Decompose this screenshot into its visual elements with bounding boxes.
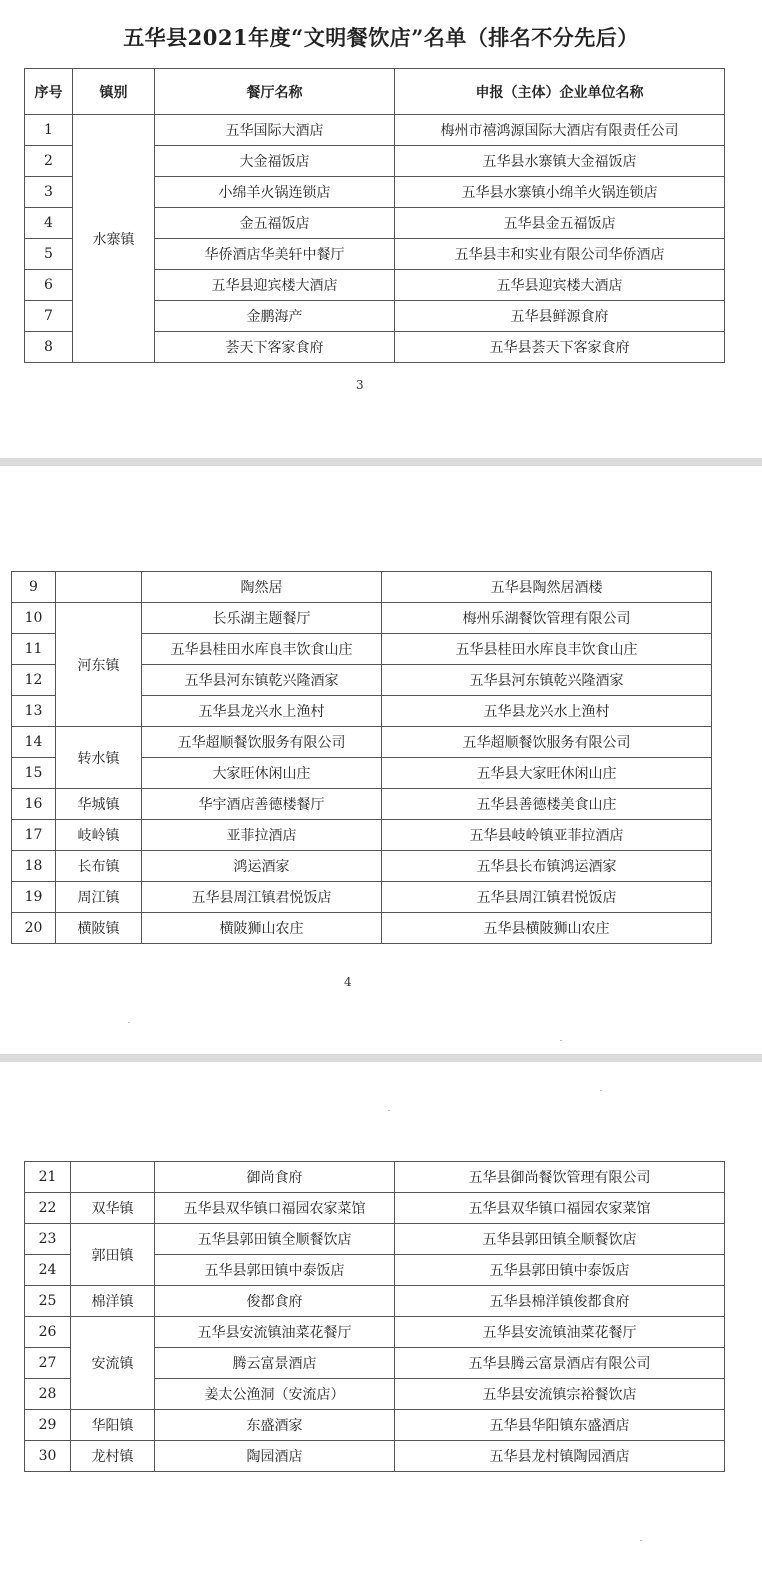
- restaurant-name: 俊都食府: [155, 1286, 395, 1317]
- row-number: 12: [12, 665, 56, 696]
- row-number: 3: [25, 177, 73, 208]
- page-number: 3: [356, 378, 364, 392]
- company-name: 五华县郭田镇中泰饭店: [395, 1255, 725, 1286]
- company-name: 五华县腾云富景酒店有限公司: [395, 1348, 725, 1379]
- restaurant-name: 金鹏海产: [155, 301, 395, 332]
- company-name: 五华县龙村镇陶园酒店: [395, 1441, 725, 1472]
- company-name: 梅州乐湖餐饮管理有限公司: [382, 603, 712, 634]
- town-cell: 转水镇: [56, 727, 142, 789]
- table-row: [25, 1193, 725, 1224]
- town-cell: 周江镇: [56, 882, 142, 913]
- restaurant-name: 五华县迎宾楼大酒店: [155, 270, 395, 301]
- town-cell: 华阳镇: [71, 1410, 155, 1441]
- company-name: 五华县河东镇乾兴隆酒家: [382, 665, 712, 696]
- restaurant-name: 金五福饭店: [155, 208, 395, 239]
- company-name: 五华县陶然居酒楼: [382, 572, 712, 603]
- row-number: 26: [25, 1317, 71, 1348]
- table-row: [12, 882, 712, 913]
- row-number: 2: [25, 146, 73, 177]
- restaurant-name: 五华县郭田镇全顺餐饮店: [155, 1224, 395, 1255]
- restaurant-name: 五华超顺餐饮服务有限公司: [142, 727, 382, 758]
- restaurant-name: 五华县河东镇乾兴隆酒家: [142, 665, 382, 696]
- restaurant-name: 华侨酒店华美轩中餐厅: [155, 239, 395, 270]
- company-name: 五华县金五福饭店: [395, 208, 725, 239]
- row-number: 16: [12, 789, 56, 820]
- table-row: [25, 1410, 725, 1441]
- header-company: 申报（主体）企业单位名称: [395, 69, 725, 115]
- company-name: 五华县郭田镇全顺餐饮店: [395, 1224, 725, 1255]
- company-name: 五华县周江镇君悦饭店: [382, 882, 712, 913]
- row-number: 29: [25, 1410, 71, 1441]
- restaurant-name: 亚菲拉酒店: [142, 820, 382, 851]
- page-number: 4: [344, 975, 352, 989]
- row-number: 15: [12, 758, 56, 789]
- company-name: 五华县龙兴水上渔村: [382, 696, 712, 727]
- town-cell: 郭田镇: [71, 1224, 155, 1286]
- company-name: 五华县岐岭镇亚菲拉酒店: [382, 820, 712, 851]
- row-number: 6: [25, 270, 73, 301]
- company-name: 五华县迎宾楼大酒店: [395, 270, 725, 301]
- row-number: 11: [12, 634, 56, 665]
- town-cell: 水寨镇: [73, 115, 155, 363]
- table-row: [25, 1162, 725, 1193]
- company-name: 五华县横陂狮山农庄: [382, 913, 712, 944]
- restaurant-table-part-3: [24, 1161, 725, 1472]
- restaurant-name: 东盛酒家: [155, 1410, 395, 1441]
- header-town: 镇别: [73, 69, 155, 115]
- page-gap: [0, 458, 762, 466]
- restaurant-name: 御尚食府: [155, 1162, 395, 1193]
- town-cell: 龙村镇: [71, 1441, 155, 1472]
- page-gap: [0, 1054, 762, 1062]
- restaurant-name: 五华县龙兴水上渔村: [142, 696, 382, 727]
- table-row: [25, 1286, 725, 1317]
- town-cell: [71, 1162, 155, 1193]
- table-row: [12, 727, 712, 758]
- restaurant-name: 五华县周江镇君悦饭店: [142, 882, 382, 913]
- table-row: [12, 789, 712, 820]
- table-row: [25, 1441, 725, 1472]
- town-cell: 岐岭镇: [56, 820, 142, 851]
- document-title: 五华县2021年度“文明餐饮店”名单（排名不分先后）: [123, 25, 639, 50]
- row-number: 9: [12, 572, 56, 603]
- town-cell: 河东镇: [56, 603, 142, 727]
- restaurant-name: 横陂狮山农庄: [142, 913, 382, 944]
- company-name: 梅州市禧鸿源国际大酒店有限责任公司: [395, 115, 725, 146]
- company-name: 五华县丰和实业有限公司华侨酒店: [395, 239, 725, 270]
- row-number: 27: [25, 1348, 71, 1379]
- row-number: 7: [25, 301, 73, 332]
- town-cell: 横陂镇: [56, 913, 142, 944]
- company-name: 五华县双华镇口福园农家菜馆: [395, 1193, 725, 1224]
- restaurant-name: 小绵羊火锅连锁店: [155, 177, 395, 208]
- company-name: 五华县安流镇宗裕餐饮店: [395, 1379, 725, 1410]
- town-cell: 双华镇: [71, 1193, 155, 1224]
- row-number: 24: [25, 1255, 71, 1286]
- town-cell: 棉洋镇: [71, 1286, 155, 1317]
- company-name: 五华县桂田水库良丰饮食山庄: [382, 634, 712, 665]
- restaurant-name: 五华县安流镇油菜花餐厅: [155, 1317, 395, 1348]
- row-number: 20: [12, 913, 56, 944]
- company-name: 五华县水寨镇小绵羊火锅连锁店: [395, 177, 725, 208]
- row-number: 4: [25, 208, 73, 239]
- row-number: 8: [25, 332, 73, 363]
- header-restaurant: 餐厅名称: [155, 69, 395, 115]
- town-cell: 安流镇: [71, 1317, 155, 1410]
- company-name: 五华县鲜源食府: [395, 301, 725, 332]
- restaurant-name: 陶然居: [142, 572, 382, 603]
- row-number: 19: [12, 882, 56, 913]
- company-name: 五华县安流镇油菜花餐厅: [395, 1317, 725, 1348]
- restaurant-table-part-2: [11, 571, 712, 944]
- row-number: 23: [25, 1224, 71, 1255]
- company-name: 五华县棉洋镇俊都食府: [395, 1286, 725, 1317]
- restaurant-name: 五华县双华镇口福园农家菜馆: [155, 1193, 395, 1224]
- town-cell: 长布镇: [56, 851, 142, 882]
- table-row: [25, 1224, 725, 1255]
- table-row: [25, 115, 725, 146]
- row-number: 22: [25, 1193, 71, 1224]
- company-name: 五华县华阳镇东盛酒店: [395, 1410, 725, 1441]
- restaurant-name: 鸿运酒家: [142, 851, 382, 882]
- town-cell: 华城镇: [56, 789, 142, 820]
- restaurant-name: 姜太公渔洞（安流店）: [155, 1379, 395, 1410]
- restaurant-name: 腾云富景酒店: [155, 1348, 395, 1379]
- table-row: [12, 603, 712, 634]
- restaurant-name: 荟天下客家食府: [155, 332, 395, 363]
- table-row: [25, 1317, 725, 1348]
- row-number: 13: [12, 696, 56, 727]
- company-name: 五华县水寨镇大金福饭店: [395, 146, 725, 177]
- restaurant-name: 大家旺休闲山庄: [142, 758, 382, 789]
- restaurant-name: 大金福饭店: [155, 146, 395, 177]
- restaurant-name: 陶园酒店: [155, 1441, 395, 1472]
- company-name: 五华县御尚餐饮管理有限公司: [395, 1162, 725, 1193]
- row-number: 14: [12, 727, 56, 758]
- row-number: 10: [12, 603, 56, 634]
- table-header-row: [25, 69, 725, 115]
- table-row: [12, 851, 712, 882]
- header-no: 序号: [25, 69, 73, 115]
- town-cell: [56, 572, 142, 603]
- row-number: 5: [25, 239, 73, 270]
- restaurant-name: 五华县郭田镇中泰饭店: [155, 1255, 395, 1286]
- row-number: 1: [25, 115, 73, 146]
- row-number: 30: [25, 1441, 71, 1472]
- company-name: 五华县荟天下客家食府: [395, 332, 725, 363]
- row-number: 18: [12, 851, 56, 882]
- row-number: 28: [25, 1379, 71, 1410]
- restaurant-name: 长乐湖主题餐厅: [142, 603, 382, 634]
- row-number: 17: [12, 820, 56, 851]
- row-number: 21: [25, 1162, 71, 1193]
- restaurant-name: 五华国际大酒店: [155, 115, 395, 146]
- table-row: [12, 913, 712, 944]
- table-row: [12, 572, 712, 603]
- restaurant-name: 华宇酒店善德楼餐厅: [142, 789, 382, 820]
- company-name: 五华超顺餐饮服务有限公司: [382, 727, 712, 758]
- row-number: 25: [25, 1286, 71, 1317]
- table-row: [12, 820, 712, 851]
- company-name: 五华县善德楼美食山庄: [382, 789, 712, 820]
- company-name: 五华县大家旺休闲山庄: [382, 758, 712, 789]
- restaurant-table-part-1: [24, 68, 725, 363]
- restaurant-name: 五华县桂田水库良丰饮食山庄: [142, 634, 382, 665]
- company-name: 五华县长布镇鸿运酒家: [382, 851, 712, 882]
